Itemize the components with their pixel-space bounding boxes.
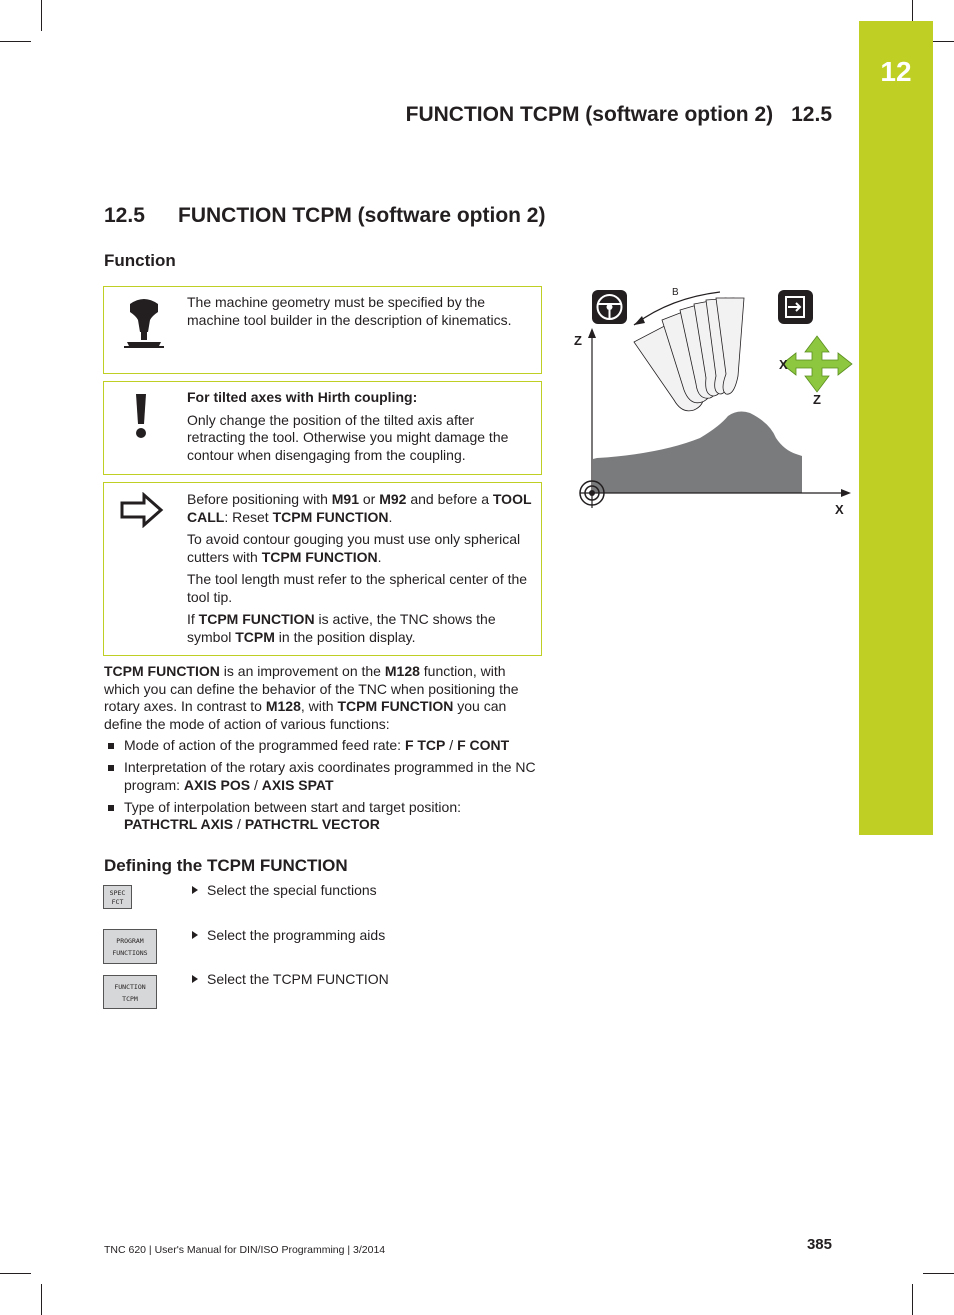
exit-icon [778, 290, 813, 324]
step-1: Select the special functions [192, 882, 377, 898]
crop-mark [0, 41, 31, 42]
defining-heading: Defining the TCPM FUNCTION [104, 856, 348, 875]
crop-mark [0, 1273, 31, 1274]
step-2: Select the programming aids [192, 927, 385, 943]
machine-note-text: The machine geometry must be specified by the machine tool builder in the description of kinematics. [187, 294, 512, 328]
list-item: Interpretation of the rotary axis coordinates programmed in the NC program: AXIS POS / AXIS SPAT [104, 759, 544, 794]
crop-mark [912, 1284, 913, 1315]
intro-paragraph: TCPM FUNCTION is an improvement on the M128 function, with which you can define the behavior of the TNC when positioning the rotary axes. In contrast to M128, with TCPM FUNCTION you can define the mode of action of various functions: [104, 663, 519, 732]
hirth-warning-text [187, 389, 533, 469]
spec-fct-key[interactable]: SPEC FCT [103, 885, 132, 909]
workpiece [593, 412, 802, 493]
running-title: FUNCTION TCPM (software option 2) [405, 103, 774, 126]
tcpm-figure [570, 278, 860, 518]
move-arrows-icon [782, 336, 852, 392]
chapter-number: 12 [880, 56, 912, 87]
hirth-warning-note [103, 381, 542, 475]
step-3: Select the TCPM FUNCTION [192, 971, 389, 987]
program-functions-key[interactable]: PROGRAM FUNCTIONS [103, 929, 157, 964]
exclamation-icon [134, 394, 148, 440]
list-item: Mode of action of the programmed feed rate: F TCP / F CONT [104, 737, 544, 755]
axis-label-x: X [835, 502, 844, 517]
function-heading: Function [104, 251, 176, 270]
crop-mark [41, 1284, 42, 1315]
page-number: 385 [806, 1236, 832, 1253]
step-arrow-icon [192, 931, 198, 939]
hirth-warning-body: Only change the position of the tilted axis after retracting the tool. Otherwise you might damage the contour when disengaging from the coupling. [187, 411, 509, 463]
steering-wheel-icon [592, 290, 627, 324]
arrow-label-z: Z [813, 392, 821, 407]
section-number: 12.5 [104, 204, 145, 227]
tcpm-info-text [187, 491, 533, 651]
info-paragraph-4: If TCPM FUNCTION is active, the TNC shows the symbol TCPM in the position display. [187, 611, 496, 645]
info-paragraph-1: Before positioning with M91 or M92 and before a TOOL CALL: Reset TCPM FUNCTION. [187, 491, 532, 525]
machine-note [103, 286, 542, 374]
running-section: 12.5 [791, 103, 832, 126]
axis-label-b: B [672, 287, 679, 298]
info-paragraph-3: The tool length must refer to the spherical center of the tool tip. [187, 571, 528, 605]
chapter-tab [859, 21, 933, 835]
list-item: Type of interpolation between start and target position: PATHCTRL AXIS / PATHCTRL VECTOR [104, 799, 544, 834]
intro-text [104, 663, 544, 838]
arrow-right-icon [120, 492, 164, 528]
info-paragraph-2: To avoid contour gouging you must use only spherical cutters with TCPM FUNCTION. [187, 531, 521, 565]
tcpm-info-note [103, 482, 542, 656]
running-header [380, 103, 832, 127]
arrow-label-x: X [779, 357, 788, 372]
crop-mark [41, 0, 42, 31]
function-list [104, 737, 544, 834]
section-title-text: FUNCTION TCPM (software option 2) [178, 204, 546, 227]
crop-mark [923, 1273, 954, 1274]
function-tcpm-key[interactable]: FUNCTION TCPM [103, 975, 157, 1009]
tool-fan [634, 298, 744, 411]
machine-builder-icon [124, 298, 164, 354]
footer-text: TNC 620 | User's Manual for DIN/ISO Programming | 3/2014 [104, 1244, 386, 1256]
axis-label-z: Z [574, 333, 582, 348]
hirth-warning-heading: For tilted axes with Hirth coupling: [187, 389, 418, 405]
section-title [104, 204, 545, 228]
step-arrow-icon [192, 975, 198, 983]
step-arrow-icon [192, 886, 198, 894]
